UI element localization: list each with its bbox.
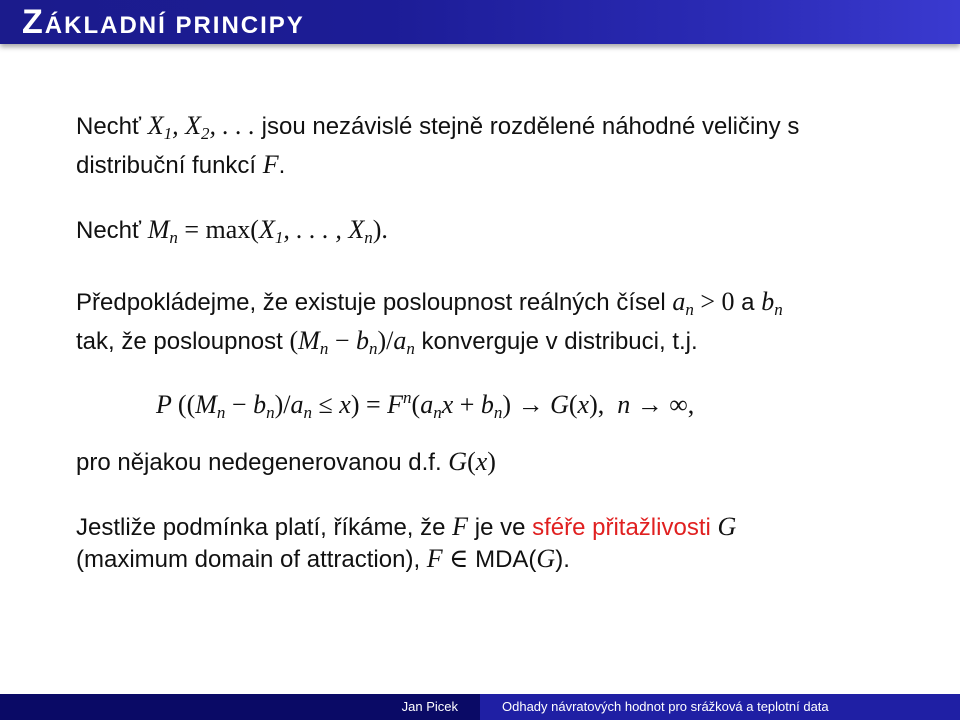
formula-sequence: $X_1$, $X_2$, . . . <box>147 111 255 143</box>
formula-bn: $b_n$ <box>761 287 783 319</box>
paragraph-iid-variables: Nechť $X_1$, $X_2$, . . . jsou nezávislé stejně rozdělené náhodné veličiny s distribuční funkcí F. <box>76 111 800 179</box>
formula-convergence: P $((M_n - b_n)/a_n \le x) = F^n(a_nx + b_n) \to G(x)$, n → ∞, <box>156 388 695 422</box>
formula-an: $a_n > 0$ <box>672 287 735 319</box>
paragraph-nondegenerate: pro nějakou nedegenerovanou d.f. G(x) <box>76 447 496 476</box>
footer-title-panel <box>480 694 960 720</box>
paragraph-assumption: Předpokládejme, že existuje posloupnost reálných čísel $a_n > 0$ a $b_n$ tak, že posloupnost $(M_n - b_n)/a_n$ konverguje v distribuci, t.j. <box>76 287 783 358</box>
paragraph-domain-of-attraction: Jestliže podmínka platí, říkáme, že F je ve sféře přitažlivosti G (maximum domain of attraction), F ∈ MDA(G). <box>76 512 737 573</box>
highlight-term: sféře přitažlivosti <box>532 514 711 541</box>
footer-author-panel <box>0 694 480 720</box>
formula-normalized: $(M_n - b_n)/a_n$ <box>289 326 415 358</box>
slide-footer <box>0 694 960 720</box>
formula-Gx: G(x) <box>448 447 496 476</box>
slide-content <box>76 110 906 575</box>
footer-author: Jan Picek <box>401 699 458 714</box>
slide-title: ZÁKLADNÍ PRINCIPY <box>22 3 305 41</box>
formula-max: $M_n = \max(X_1$, . . . , $X_n$). <box>147 215 388 247</box>
paragraph-max-definition: Nechť $M_n = \max(X_1$, . . . , $X_n$). <box>76 215 388 247</box>
slide-header <box>0 0 960 44</box>
footer-talk-title: Odhady návratových hodnot pro srážková a teplotní data <box>502 699 829 714</box>
formula-F: F <box>262 150 279 179</box>
